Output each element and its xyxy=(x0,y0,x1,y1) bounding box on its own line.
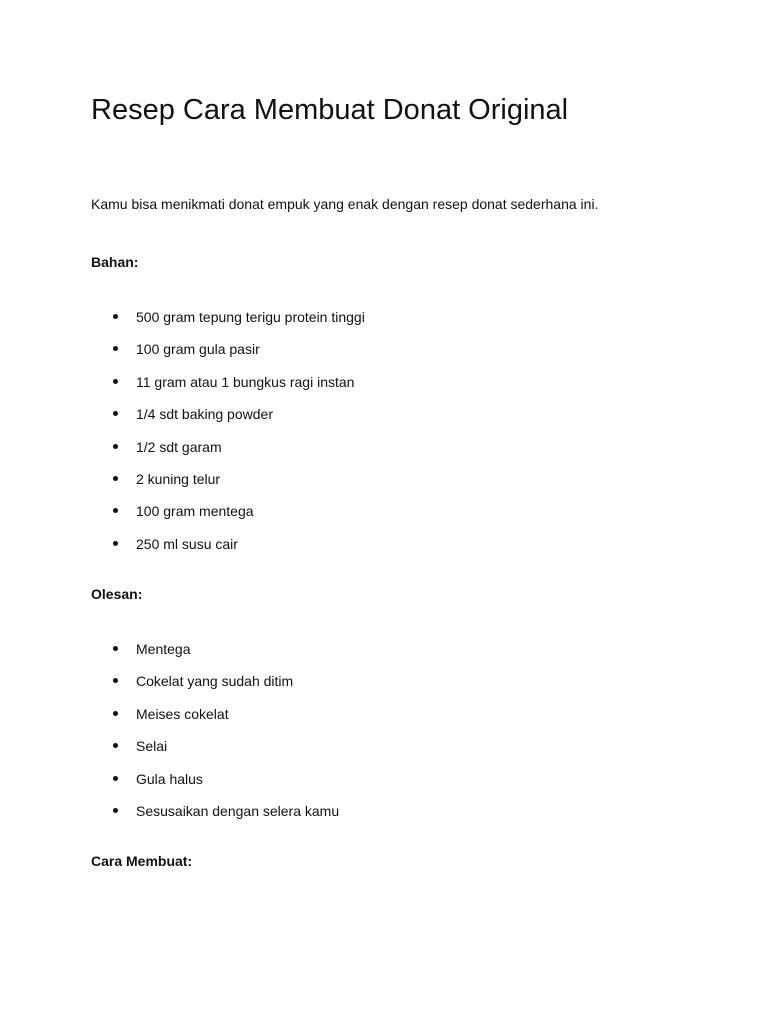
bullet-icon xyxy=(113,541,118,546)
olesan-heading: Olesan: xyxy=(91,586,143,602)
list-item-text: Gula halus xyxy=(136,770,203,787)
cara-membuat-heading: Cara Membuat: xyxy=(91,853,193,869)
list-item-text: 250 ml susu cair xyxy=(136,535,238,552)
bullet-icon xyxy=(113,379,118,384)
list-item-text: 500 gram tepung terigu protein tinggi xyxy=(136,309,365,325)
list-item-text: Meises cokelat xyxy=(136,705,229,722)
list-item-text: 100 gram mentega xyxy=(136,503,254,520)
bullet-icon xyxy=(113,508,118,513)
bullet-icon xyxy=(113,411,118,416)
list-item-text: Mentega xyxy=(136,641,191,657)
list-item-text: 1/2 sdt garam xyxy=(136,438,222,455)
bullet-icon xyxy=(113,743,118,748)
list-item-text: Cokelat yang sudah ditim xyxy=(136,673,294,690)
bullet-icon xyxy=(113,678,118,683)
bullet-icon xyxy=(113,476,118,481)
bahan-heading: Bahan: xyxy=(91,254,139,270)
page-title: Resep Cara Membuat Donat Original xyxy=(91,94,569,126)
list-item-text: 1/4 sdt baking powder xyxy=(136,406,273,423)
bullet-icon xyxy=(113,314,118,319)
intro-paragraph: Kamu bisa menikmati donat empuk yang enak dengan resep donat sederhana ini. xyxy=(91,196,599,212)
bullet-icon xyxy=(113,646,118,651)
bullet-icon xyxy=(113,808,118,813)
list-item-text: Selai xyxy=(136,738,168,755)
list-item-text: 100 gram gula pasir xyxy=(136,341,260,358)
bullet-icon xyxy=(113,776,118,781)
bullet-icon xyxy=(113,346,118,351)
list-item-text: 2 kuning telur xyxy=(136,470,221,487)
list-item-text: Sesusaikan dengan selera kamu xyxy=(136,802,340,819)
list-item-text: 11 gram atau 1 bungkus ragi instan xyxy=(136,373,355,390)
bullet-icon xyxy=(113,444,118,449)
bullet-icon xyxy=(113,711,118,716)
